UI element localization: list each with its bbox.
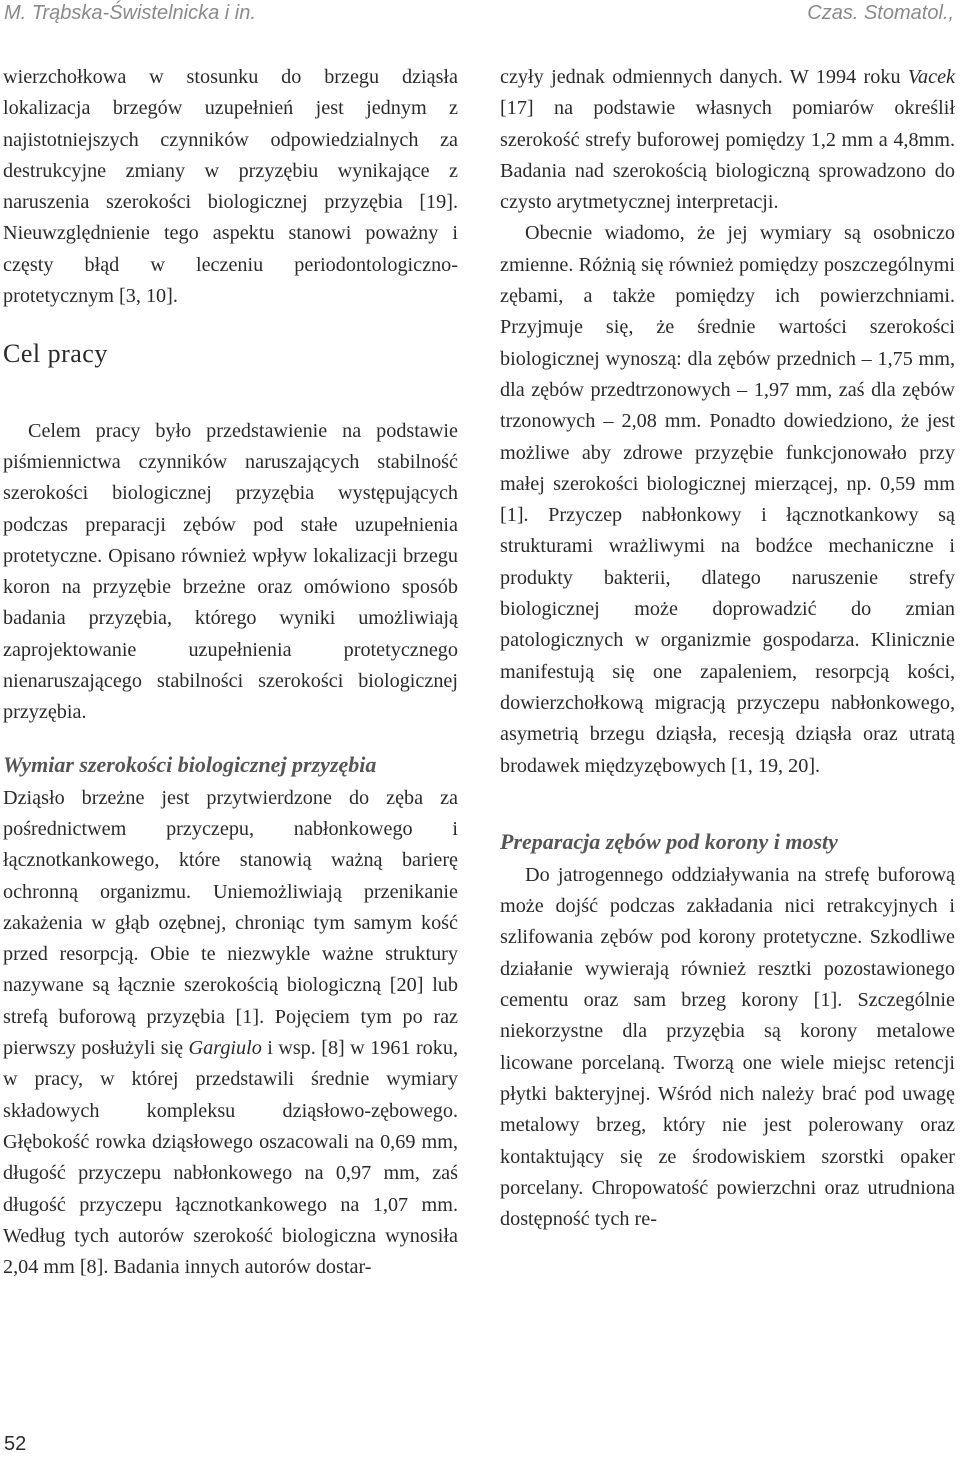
continuation-paragraph [500, 62, 955, 218]
section-title-biological-width: Wymiar szerokości biologicznej przyzębia [3, 751, 377, 777]
section-title-preparation: Preparacja zębów pod korony i mosty [500, 828, 838, 854]
right-column [500, 62, 955, 1235]
author-name-vacek: Vacek [907, 66, 955, 88]
text-span: [17] na podstawie własnych pomiarów określił szerokość strefy buforowej pomiędzy 1,2 mm a 4,8mm. Badania nad szerokością biologiczną sprowadzono do czysto arytmetycznej interpretacji. [500, 97, 955, 214]
preparation-paragraph: Do jatrogennego oddziaływania na strefę buforową może dojść podczas zakładania nici retrakcyjnych i szlifowania zębów pod korony protetyczne. Szkodliwe działanie wywierają również resztki pozostawionego cementu oraz sam brzeg korony [1]. Szczególnie niekorzystne dla przyzębia są korony metalowe licowane porcelaną. Tworzą one wiele miejsc retencji płytki bakteryjnej. Wśród nich należy brać pod uwagę metalowy brzeg, który nie jest polerowany oraz kontaktujący się ze środowiskiem szorstki opaker porcelany. Chropowatość powierzchni oraz utrudniona dostępność tych re- [500, 863, 955, 1231]
text-span: i wsp. [8] w 1961 roku, w pracy, w której przedstawili średnie wymiary składowych kompleksu dziąsłowo-zębowego. Głębokość rowka dziąsłowego oszacowali na 0,69 mm, długość przyczepu nabłonkowego na 0,97 mm, zaś długość przyczepu łącznotkankowego na 1,07 mm. Według tych autorów szerokość biologiczna wynosiła 2,04 mm [8]. Badania innych autorów dostar- [3, 1037, 458, 1279]
running-header [4, 2, 954, 28]
header-journal: Czas. Stomatol., [807, 2, 954, 24]
variability-paragraph: Obecnie wiadomo, że jej wymiary są osobniczo zmienne. Różnią się również pomiędzy poszczególnymi zębami, a także pomiędzy ich powierzchniami. Przyjmuje się, że średnie wartości szerokości biologicznej wynoszą: dla zębów przednich – 1,75 mm, dla zębów przedtrzonowych – 1,97 mm, zaś dla zębów trzonowych – 2,08 mm. Ponadto dowiedziono, że jest możliwe aby zdrowe przyzębie funkcjonowało przy małej szerokości biologicznej mierzącej, np. 0,59 mm [1]. Przyczep nabłonkowy i łącznotkankowy są strukturami wrażliwymi na bodźce mechaniczne i produkty bakterii, dlatego naruszenie strefy biologicznej może doprowadzić do zmian patologicznych w organizmie gospodarza. Klinicznie manifestują się one zapaleniem, resorpcją kości, dowierzchołkową migracją przyczepu nabłonkowego, asymetrią brzegu dziąsła, recesją dziąsła oraz utratą brodawek międzyzębowych [1, 19, 20]. [500, 222, 955, 777]
header-authors: M. Trąbska-Świstelnicka i in. [4, 2, 256, 24]
text-span: czyły jednak odmiennych danych. W 1994 roku [500, 66, 908, 88]
aim-paragraph: Celem pracy było przedstawienie na podstawie piśmiennictwa czynników naruszających stabilność szerokości biologicznej przyzębia występujących podczas preparacji zębów pod stałe uzupełnienia protetyczne. Opisano również wpływ lokalizacji brzegu koron na przyzębie brzeżne oraz omówiono sposób badania przyzębia, którego wyniki umożliwiają zaprojektowanie uzupełnienia protetycznego nienaruszającego stabilności szerokości biologicznej przyzębia. [3, 419, 458, 724]
page-number: 52 [4, 1433, 27, 1455]
text-span: Dziąsło brzeżne jest przytwierdzone do zęba za pośrednictwem przyczepu, nabłonkowego i łącznotkankowego, które stanowią ważną barierę ochronną organizmu. Uniemożliwiają przenikanie zakażenia w głąb ozębnej, chroniąc tym samym kość przed resorpcją. Obie te niezwykle ważne struktury nazywane są łącznie szerokością biologiczną [20] lub strefą buforową przyzębia [1]. Pojęciem tym po raz pierwszy posłużyli się [3, 786, 458, 1060]
author-name-gargiulo: Gargiulo [188, 1037, 262, 1060]
left-column [3, 62, 458, 1283]
continuation-paragraph: wierzchołkowa w stosunku do brzegu dziąsła lokalizacja brzegów uzupełnień jest jednym z najistotniejszych czynników odpowiedzialnych za destrukcyjne zmiany w przyzębiu wynikające z naruszenia szerokości biologicznej przyzębia [19]. Nieuwzględnienie tego aspektu stanowi poważny i częsty błąd w leczeniu periodontologiczno-protetycznym [3, 10]. [3, 66, 458, 308]
biological-width-paragraph [3, 783, 458, 1284]
section-title-aim: Cel pracy [3, 339, 108, 369]
